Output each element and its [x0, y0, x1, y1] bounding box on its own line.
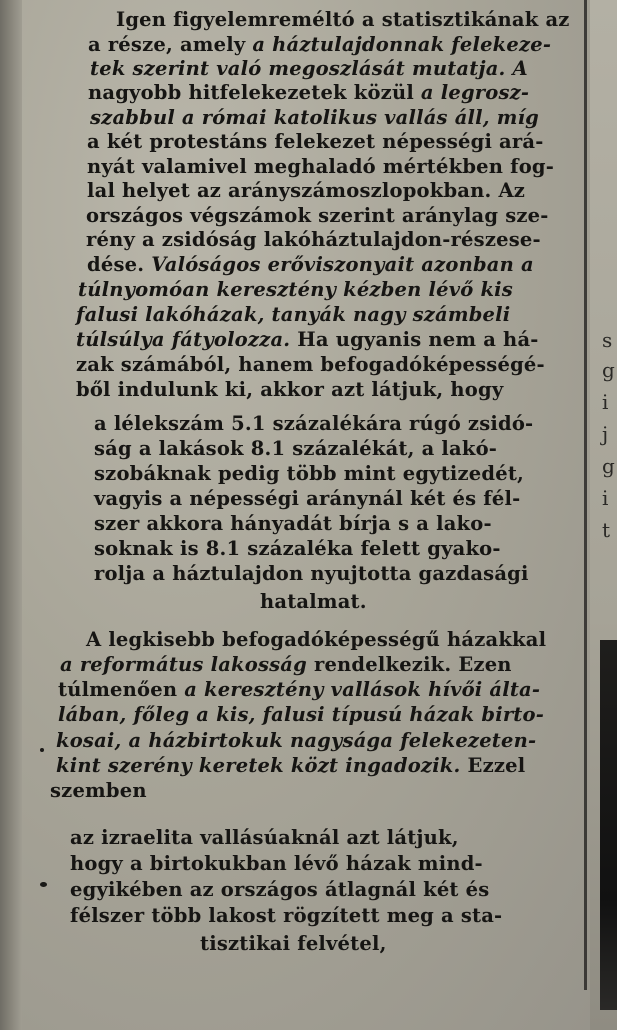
adjacent-column-fragment: i	[602, 486, 609, 510]
text-line: szemben	[50, 779, 147, 802]
text-line: országos végszámok szerint aránylag sze-	[86, 204, 549, 227]
column-rule	[584, 0, 587, 990]
adjacent-column-fragment: j	[602, 422, 609, 446]
text-line: a lélekszám 5.1 százalékára rúgó zsidó-	[94, 412, 534, 435]
text-line: tisztikai felvétel,	[200, 932, 387, 955]
adjacent-image-edge	[600, 640, 617, 1010]
text-line: túlnyomóan keresztény kézben lévő kis	[78, 278, 513, 301]
text-line: szabbul a római katolikus vallás áll, míg	[90, 106, 540, 129]
ink-speck	[40, 882, 47, 887]
text-line: a két protestáns felekezet népességi ará-	[87, 130, 544, 153]
text-line: rény a zsidóság lakóháztulajdon-részese-	[86, 228, 541, 251]
text-line: ből indulunk ki, akkor azt látjuk, hogy	[76, 378, 504, 401]
adjacent-column-fragment: g	[602, 454, 615, 478]
ink-speck	[40, 748, 44, 752]
adjacent-column-fragment: i	[602, 390, 609, 414]
text-line: az izraelita vallásúaknál azt látjuk,	[70, 826, 459, 849]
page-left-edge	[0, 0, 22, 1030]
text-line: túlsúlya fátyolozza. Ha ugyanis nem a há-	[76, 328, 539, 351]
text-line: lal helyet az arányszámoszlopokban. Az	[87, 179, 526, 202]
text-line: túlmenően a keresztény vallások hívői álta-	[58, 678, 541, 701]
text-line: hatalmat.	[260, 590, 367, 613]
text-line: a református lakosság rendelkezik. Ezen	[60, 653, 512, 676]
text-line: egyikében az országos átlagnál két és	[70, 878, 490, 901]
text-line: tek szerint való megoszlását mutatja. A	[90, 57, 528, 80]
text-line: szobáknak pedig több mint egytizedét,	[94, 462, 525, 485]
text-line: ság a lakások 8.1 százalékát, a lakó-	[94, 437, 498, 460]
text-line: nyát valamivel meghaladó mértékben fog-	[87, 155, 555, 178]
text-line: vagyis a népességi aránynál két és fél-	[94, 487, 521, 510]
text-line: kosai, a házbirtokuk nagysága felekezeten-	[56, 729, 537, 752]
text-line: dése. Valóságos erőviszonyait azonban a	[87, 253, 534, 276]
text-line: hogy a birtokukban lévő házak mind-	[70, 852, 483, 875]
text-line: A legkisebb befogadóképességű házakkal	[86, 628, 547, 651]
text-line: zak számából, hanem befogadóképességé-	[76, 353, 545, 376]
adjacent-column-fragment: g	[602, 358, 615, 382]
text-line: Igen figyelemreméltó a statisztikának az	[116, 8, 570, 31]
text-line: a része, amely a háztulajdonnak felekeze-	[88, 33, 552, 56]
text-line: félszer több lakost rögzített meg a sta-	[70, 904, 503, 927]
text-line: rolja a háztulajdon nyujtotta gazdasági	[94, 562, 529, 585]
text-line: nagyobb hitfelekezetek közül a legrosz-	[88, 81, 530, 104]
adjacent-column-fragment: t	[602, 518, 611, 542]
text-line: soknak is 8.1 százaléka felett gyako-	[94, 537, 501, 560]
text-line: kint szerény keretek közt ingadozik. Ezzel	[56, 754, 526, 777]
text-line: lában, főleg a kis, falusi típusú házak birto-	[58, 703, 544, 726]
adjacent-column-fragment: s	[602, 328, 613, 352]
text-line: szer akkora hányadát bírja s a lako-	[94, 512, 492, 535]
text-line: falusi lakóházak, tanyák nagy számbeli	[76, 303, 511, 326]
